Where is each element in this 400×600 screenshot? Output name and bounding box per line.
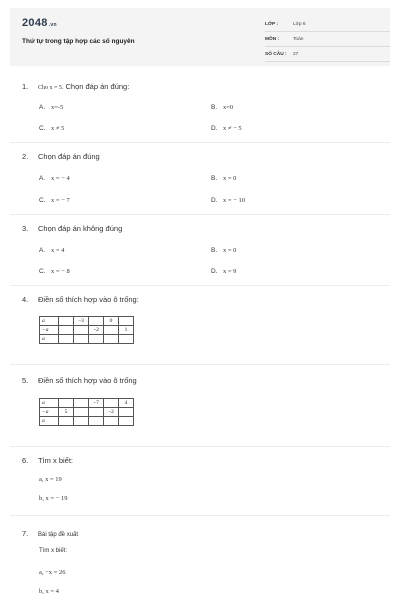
option-label: D. bbox=[211, 125, 218, 132]
option-label: B. bbox=[211, 175, 218, 182]
question-text: Bài tập đề xuất bbox=[38, 532, 79, 538]
table-cell[interactable] bbox=[119, 408, 134, 417]
question-divider bbox=[10, 285, 390, 286]
table-cell[interactable] bbox=[119, 317, 134, 326]
q3-option-c[interactable] bbox=[39, 268, 70, 275]
q3-option-b[interactable] bbox=[211, 247, 236, 254]
meta-subject-value: Toán bbox=[293, 37, 304, 42]
question-text: Điền số thích hợp vào ô trống: bbox=[38, 295, 139, 304]
site-logo[interactable] bbox=[22, 17, 57, 29]
option-value: x = − 10 bbox=[223, 197, 245, 204]
logo-text: 2048 bbox=[22, 17, 48, 29]
meta-class bbox=[265, 20, 390, 32]
option-label: A. bbox=[39, 104, 46, 111]
question-5 bbox=[22, 376, 137, 385]
table-cell[interactable] bbox=[119, 417, 134, 426]
table-cell[interactable] bbox=[89, 335, 104, 344]
table-row bbox=[40, 335, 134, 344]
table-row bbox=[40, 326, 134, 335]
table-cell[interactable] bbox=[104, 417, 119, 426]
meta-count-key: SỐ CÂU : bbox=[265, 52, 287, 57]
question-divider bbox=[10, 446, 390, 447]
meta-subject-key: MÔN : bbox=[265, 37, 280, 42]
meta-class-value: Lớp 6 bbox=[293, 22, 306, 27]
question-divider bbox=[10, 515, 390, 516]
question-text: Chọn đáp án không đúng bbox=[38, 224, 123, 233]
q6-line-a: a, x = 19 bbox=[39, 476, 62, 483]
question-number: 1. bbox=[22, 82, 29, 91]
question-4 bbox=[22, 295, 139, 304]
meta-count bbox=[265, 50, 390, 62]
table-cell[interactable] bbox=[104, 335, 119, 344]
table-cell[interactable]: 1 bbox=[119, 326, 134, 335]
table-cell[interactable] bbox=[89, 417, 104, 426]
row-head: a bbox=[40, 399, 59, 408]
option-label: D. bbox=[211, 268, 218, 275]
q7-line-a: a, −x = 26 bbox=[39, 569, 66, 576]
question-number: 7. bbox=[22, 529, 29, 538]
row-head: −a bbox=[40, 326, 59, 335]
option-value: x=-5 bbox=[51, 104, 64, 111]
question-number: 5. bbox=[22, 376, 29, 385]
meta-subject bbox=[265, 35, 390, 47]
option-label: B. bbox=[211, 104, 218, 111]
table-cell[interactable]: 5 bbox=[59, 408, 74, 417]
option-value: x ≠ − 5 bbox=[223, 125, 242, 132]
table-row bbox=[40, 399, 134, 408]
option-value: x = 0 bbox=[223, 175, 237, 182]
question-divider bbox=[10, 142, 390, 143]
option-label: D. bbox=[211, 197, 218, 204]
question-text: Chọn đáp án đúng: bbox=[65, 82, 130, 91]
option-value: x = − 7 bbox=[51, 197, 70, 204]
table-cell[interactable] bbox=[59, 335, 74, 344]
table-cell[interactable] bbox=[74, 399, 89, 408]
q2-option-a[interactable] bbox=[39, 175, 70, 182]
q2-option-b[interactable] bbox=[211, 175, 236, 182]
table-cell[interactable]: 4 bbox=[119, 399, 134, 408]
option-label: A. bbox=[39, 247, 46, 254]
meta-class-key: LỚP : bbox=[265, 22, 279, 27]
row-head: a bbox=[40, 317, 59, 326]
q6-line-b: b, x = − 19 bbox=[39, 495, 68, 502]
table-cell[interactable] bbox=[59, 326, 74, 335]
option-value: x = 9 bbox=[223, 268, 237, 275]
table-row bbox=[40, 317, 134, 326]
option-value: x=0 bbox=[223, 104, 234, 111]
question-text: Tìm x biết: bbox=[38, 456, 74, 465]
table-cell[interactable]: 0 bbox=[104, 317, 119, 326]
table-cell[interactable] bbox=[74, 408, 89, 417]
option-value: x = 0 bbox=[223, 247, 237, 254]
meta-count-value: 27 bbox=[293, 52, 299, 57]
row-head: −a bbox=[40, 408, 59, 417]
option-label: B. bbox=[211, 247, 218, 254]
question-number: 3. bbox=[22, 224, 29, 233]
q1-option-a[interactable] bbox=[39, 104, 63, 111]
q1-option-d[interactable] bbox=[211, 125, 242, 132]
question-6 bbox=[22, 456, 73, 465]
option-value: x = − 4 bbox=[51, 175, 70, 182]
row-head: a bbox=[40, 417, 59, 426]
question-number: 6. bbox=[22, 456, 29, 465]
q2-option-d[interactable] bbox=[211, 197, 245, 204]
q3-option-a[interactable] bbox=[39, 247, 64, 254]
table-row bbox=[40, 417, 134, 426]
option-value: x = − 8 bbox=[51, 268, 70, 275]
q1-option-b[interactable] bbox=[211, 104, 233, 111]
question-divider bbox=[10, 214, 390, 215]
question-number: 4. bbox=[22, 295, 29, 304]
option-label: C. bbox=[39, 197, 46, 204]
table-cell[interactable] bbox=[74, 417, 89, 426]
table-cell[interactable]: −7 bbox=[89, 399, 104, 408]
q7-line-b: b, x = 4 bbox=[39, 588, 59, 595]
q4-fill-table bbox=[39, 316, 134, 344]
q1-option-c[interactable] bbox=[39, 125, 64, 132]
table-cell[interactable] bbox=[59, 317, 74, 326]
q3-option-d[interactable] bbox=[211, 268, 236, 275]
option-label: A. bbox=[39, 175, 46, 182]
table-cell[interactable] bbox=[89, 408, 104, 417]
question-text: Điền số thích hợp vào ô trống bbox=[38, 376, 137, 385]
question-3 bbox=[22, 224, 122, 233]
question-1 bbox=[22, 82, 129, 91]
option-value: x = 4 bbox=[51, 247, 65, 254]
question-text: Chọn đáp án đúng bbox=[38, 152, 100, 161]
table-cell[interactable]: −3 bbox=[74, 317, 89, 326]
table-cell[interactable] bbox=[89, 317, 104, 326]
q2-option-c[interactable] bbox=[39, 197, 70, 204]
question-number: 2. bbox=[22, 152, 29, 161]
q5-fill-table bbox=[39, 398, 134, 426]
q7-instruction: Tìm x biết: bbox=[39, 548, 68, 554]
page-title: Thứ tự trong tập hợp các số nguyên bbox=[22, 38, 135, 45]
question-divider bbox=[10, 364, 390, 365]
option-value: x ≠ 5 bbox=[51, 125, 65, 132]
table-cell[interactable] bbox=[104, 326, 119, 335]
question-2 bbox=[22, 152, 100, 161]
table-cell[interactable]: −2 bbox=[104, 408, 119, 417]
worksheet-header bbox=[10, 8, 390, 66]
table-row bbox=[40, 408, 134, 417]
row-head: a bbox=[40, 335, 59, 344]
option-label: C. bbox=[39, 125, 46, 132]
table-cell[interactable] bbox=[104, 399, 119, 408]
table-cell[interactable] bbox=[59, 417, 74, 426]
option-label: C. bbox=[39, 268, 46, 275]
table-cell[interactable] bbox=[59, 399, 74, 408]
table-cell[interactable] bbox=[119, 335, 134, 344]
logo-suffix: .vn bbox=[48, 22, 57, 28]
question-premise: Cho x = 5. bbox=[38, 85, 64, 91]
table-cell[interactable]: −2 bbox=[89, 326, 104, 335]
question-7 bbox=[22, 529, 78, 538]
table-cell[interactable] bbox=[74, 335, 89, 344]
table-cell[interactable] bbox=[74, 326, 89, 335]
